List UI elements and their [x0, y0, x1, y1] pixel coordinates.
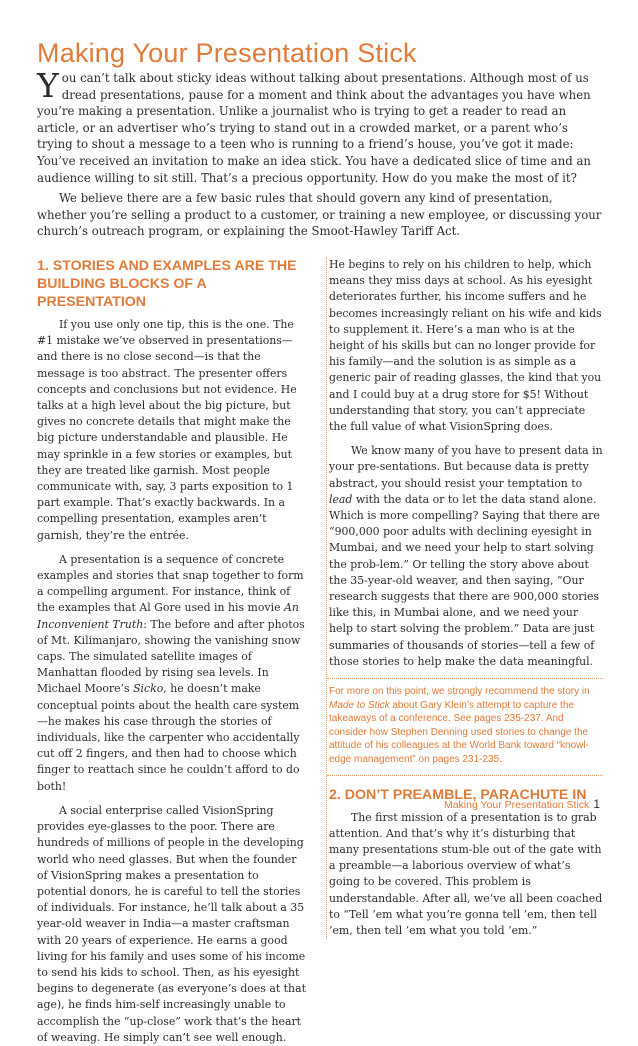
s1p2-text-b: : The before and after photos of Mt. Kilimanjaro, showing the vanishing snow caps. The simulated satellite images of Manhattan flooded by rising sea levels. In Michael Moore’s — [37, 617, 305, 696]
intro-paragraph-1-text: ou can’t talk about sticky ideas without talking about presentations. Although most of us dread presentations, pause for a moment and think about the advantages you have when you’re making a presentation. Unlike a journalist who is trying to get a reader to read an article, or an advertiser who’s trying to stand out in a crowded market, or a parent who’s trying to shout a message to a teen who is running to a friend’s house, you’ve got it made: You’ve received an invitation to make an idea stick. You have a dedicated slice of time and an audience willing to sit still. That’s a precious opportunity. How do you make the most of it? — [37, 71, 591, 185]
section-1-heading: 1. STORIES AND EXAMPLES ARE THE BUILDING BLOCKS OF A PRESENTATION — [37, 258, 297, 310]
section-1-paragraph-3: A social enterprise called VisionSpring provides eye-glasses to the poor. There are hundreds of millions of people in the developing world who need glasses. But when the founder of VisionSpring makes a presentation to potential donors, he is careful to tell the stories of individuals. For instance, he’ll talk about a 35 year-old weaver in India—a master craftsman with 20 years of experience. He earns a good living for his family and uses some of his income to send his kids to school. Then, as his eyesight begins to degenerate (as everyone’s does at that age), he finds him-self increasingly unable to accomplish the “up-close” work that’s the heart of weaving. He simply can’t see well enough. — [37, 803, 306, 1044]
callout-text-b: about Gary Klein’s attempt to capture the takeaways of a conference. See pages 235-237. And consider how Stephen Denning used stories to change the attitude of his colleagues at the World Bank toward “knowl-edge management” on pages 231-235. — [329, 699, 589, 766]
intro-paragraph-1 — [37, 66, 603, 186]
book-title: Made to Stick — [329, 699, 390, 711]
right-column — [326, 257, 603, 939]
intro-section — [37, 66, 603, 240]
emphasis-lead: lead — [329, 492, 353, 506]
right-paragraph-1: He begins to rely on his children to help, which means they miss days at school. As his eyesight deteriorates further, his income suffers and he becomes increasingly reliant on his wife and kids to supplement it. Here’s a man who is at the height of his skills but can no longer provide for his family—and the solution is as simple as a generic pair of reading glasses, the kind that you and I could buy at a drug store for $5! Without understanding that story, you can’t appreciate the full value of what VisionSpring does. — [329, 258, 602, 434]
section-1-paragraph-2 — [37, 552, 307, 795]
r2-text-a: We know many of you have to present data in your pre-sentations. But because data is pretty abstract, you should resist your temptation to — [329, 444, 603, 490]
r2-text-b: with the data or to let the data stand alone. Which is more compelling? Saying that there are “900,000 poor adults with declining eyesight in Mumbai, and we need your help to start solving the prob-lem.” Or telling the story above about the 35-year-old weaver, and then saying, “Our research suggests that there are 900,000 stories like this, in Mumbai alone, and we need your help to start solving the problem.” Data are just summaries of thousands of stories—tell a few of those stories to help make the data meaningful. — [329, 492, 600, 668]
film-title: Sicko — [133, 682, 164, 696]
section-2-heading: 2. DON’T PREAMBLE, PARACHUTE IN — [329, 786, 587, 803]
s1p2-text-c: , he doesn’t make conceptual points about the health care system—he makes his case through the stories of individuals, like the carpenter who accidentally cut off 2 fingers, and then had to choose which finger to reattach since he couldn’t afford to do both! — [37, 682, 300, 793]
page-footer — [0, 797, 600, 811]
page-number: 1 — [593, 797, 600, 811]
drop-cap: Y — [37, 66, 59, 105]
callout-text-a: For more on this point, we strongly recommend the story in — [329, 686, 590, 698]
s1p2-text-a: A presentation is a sequence of concrete examples and stories that snap together to form a compelling argument. For instance, think of the examples that Al Gore used in his movie — [37, 552, 304, 615]
movie-title: An Inconvenient Truth — [37, 601, 299, 631]
right-paragraph-2 — [329, 443, 603, 670]
callout-box — [327, 678, 603, 776]
section-1-paragraph-1: If you use only one tip, this is the one. The #1 mistake we’ve observed in presentations—and there is no close second—is that the message is too abstract. The presenter offers concepts and conclusions but not evidence. He talks at a high level about the big picture, but gives no concrete details that might make the big picture understandable and plausible. He may sprinkle in a few stories or examples, but they are treated like garnish. Most people communicate with, say, 3 parts exposition to 1 part example. That’s exactly backwards. In a compelling presentation, examples aren’t garnish, they’re the entrée. — [37, 318, 297, 542]
intro-paragraph-2: We believe there are a few basic rules that should govern any kind of presentation, whether you’re selling a product to a customer, or training a new employee, or discussing your church’s outreach program, or explaining the Smoot-Hawley Tariff Act. — [37, 191, 602, 239]
section-2-paragraph-1: The first mission of a presentation is to grab attention. And that’s why it’s disturbing that many presentations stum-ble out of the gate with a preamble—a laborious overview of what’s going to be covered. This problem is understandable. After all, we’ve all been coached to “Tell ’em what you’re gonna tell ’em, then tell ’em, then tell ’em what you told ’em.” — [329, 810, 603, 938]
left-column — [37, 257, 307, 1046]
page-title: Making Your Presentation Stick — [37, 38, 417, 68]
footer-label: Making Your Presentation Stick — [443, 799, 590, 811]
